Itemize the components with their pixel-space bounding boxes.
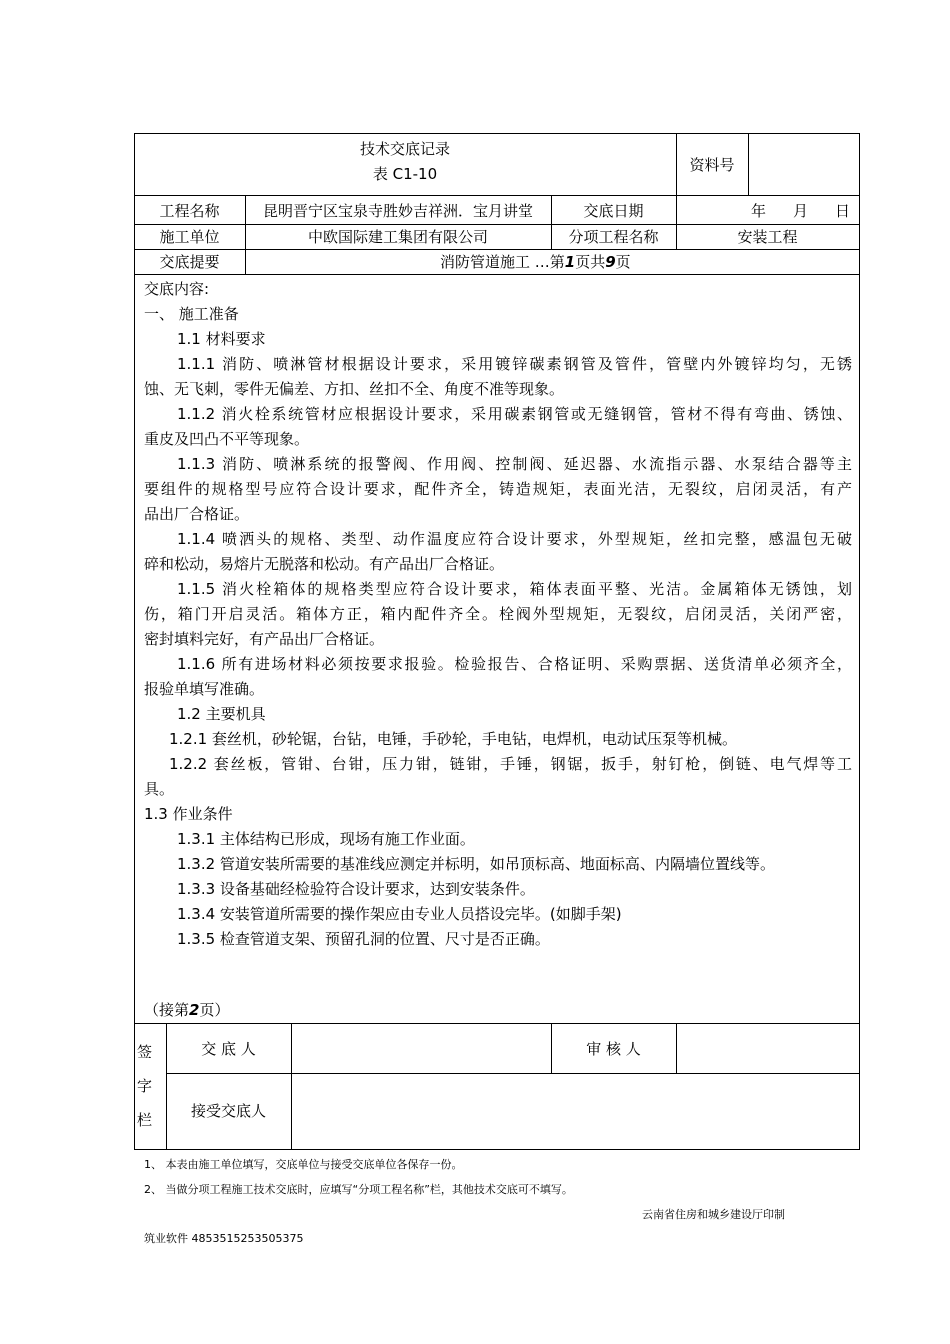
content-line: 蚀、无飞刺，零件无偏差、方扣、丝扣不全、角度不准等现象。 bbox=[144, 380, 565, 398]
content-line: 要组件的规格型号应符合设计要求，配件齐全，铸造规矩，表面光洁，无裂纹，启闭灵活，有产 bbox=[144, 480, 852, 498]
sub-project-label: 分项工程名称 bbox=[568, 228, 659, 246]
receiver-signature-field[interactable] bbox=[292, 1074, 858, 1149]
content-line: 1.3.5 检查管道支架、预留孔洞的位置、尺寸是否正确。 bbox=[177, 930, 550, 948]
sign-column-label-1: 签 bbox=[137, 1043, 153, 1061]
content-line: 伤，箱门开启灵活。箱体方正，箱内配件齐全。栓阀外型规矩，无裂纹，启闭灵活，关闭严密， bbox=[144, 605, 852, 623]
reviewer-label: 审 核 人 bbox=[586, 1040, 641, 1058]
content-line: 1.3.2 管道安装所需要的基准线应测定并标明，如吊顶标高、地面标高、内隔墙位置线等。 bbox=[177, 855, 775, 873]
content-line: 1.2.2 套丝板，管钳、台钳，压力钳，链钳，手锤，钢锯，扳手，射钉枪，倒链、电气焊等工 bbox=[169, 755, 852, 773]
software-id: 筑业软件 4853515253505375 bbox=[144, 1232, 304, 1245]
content-line: 1.1.1 消防、喷淋管材根据设计要求，采用镀锌碳素钢管及管件，管壁内外镀锌均匀，无锈 bbox=[177, 355, 852, 373]
continue-note: （接第2页） bbox=[144, 1001, 230, 1019]
content-heading: 交底内容: bbox=[144, 280, 210, 298]
footnote-2: 2、 当做分项工程施工技术交底时，应填写“分项工程名称”栏，其他技术交底可不填写。 bbox=[144, 1183, 573, 1196]
summary-label: 交底提要 bbox=[159, 253, 220, 271]
date-month-label: 月 bbox=[793, 202, 809, 220]
summary-text: 消防管道施工 …第1页共9页 bbox=[440, 253, 631, 271]
printer-credit: 云南省住房和城乡建设厅印制 bbox=[642, 1208, 785, 1221]
date-day-label: 日 bbox=[835, 202, 851, 220]
date-label: 交底日期 bbox=[583, 202, 644, 220]
content-line: 品出厂合格证。 bbox=[144, 505, 250, 523]
content-line: 具。 bbox=[144, 780, 175, 798]
subsection-heading: 1.2 主要机具 bbox=[177, 705, 266, 723]
content-line: 1.3.3 设备基础经检验符合设计要求，达到安装条件。 bbox=[177, 880, 535, 898]
content-line: 1.1.4 喷洒头的规格、类型、动作温度应符合设计要求，外型规矩，丝扣完整，感温包无破 bbox=[177, 530, 852, 548]
presenter-label: 交 底 人 bbox=[201, 1040, 256, 1058]
doc-no-label: 资料号 bbox=[689, 156, 735, 174]
content-line: 1.3.1 主体结构已形成，现场有施工作业面。 bbox=[177, 830, 475, 848]
subsection-heading: 1.3 作业条件 bbox=[144, 805, 233, 823]
footnote-1: 1、 本表由施工单位填写，交底单位与接受交底单位各保存一份。 bbox=[144, 1158, 463, 1171]
content-line: 1.2.1 套丝机，砂轮锯，台钻，电锤，手砂轮，手电钻，电焊机，电动试压泵等机械。 bbox=[169, 730, 737, 748]
content-line: 1.1.2 消火栓系统管材应根据设计要求，采用碳素钢管或无缝钢管，管材不得有弯曲、锈蚀、 bbox=[177, 405, 852, 423]
reviewer-signature-field[interactable] bbox=[677, 1024, 858, 1073]
project-name-label: 工程名称 bbox=[159, 202, 220, 220]
content-line: 密封填料完好，有产品出厂合格证。 bbox=[144, 630, 385, 648]
form-number: 表 C1-10 bbox=[372, 165, 438, 183]
content-line: 报验单填写准确。 bbox=[144, 680, 265, 698]
content-line: 碎和松动，易熔片无脱落和松动。有产品出厂合格证。 bbox=[144, 555, 505, 573]
content-line: 1.1.5 消火栓箱体的规格类型应符合设计要求，箱体表面平整、光洁。金属箱体无锈蚀，划 bbox=[177, 580, 852, 598]
sub-project-value: 安装工程 bbox=[737, 228, 798, 246]
subsection-heading: 1.1 材料要求 bbox=[177, 330, 266, 348]
construction-unit-label: 施工单位 bbox=[159, 228, 220, 246]
receiver-label: 接受交底人 bbox=[190, 1102, 266, 1120]
content-line: 1.1.3 消防、喷淋系统的报警阀、作用阀、控制阀、延迟器、水流指示器、水泵结合器等主 bbox=[177, 455, 852, 473]
construction-unit-value: 中欧国际建工集团有限公司 bbox=[307, 228, 488, 246]
form-title: 技术交底记录 bbox=[359, 140, 450, 158]
date-year-label: 年 bbox=[751, 202, 767, 220]
project-name-value: 昆明晋宁区宝泉寺胜妙吉祥洲．宝月讲堂 bbox=[262, 202, 533, 220]
section-heading: 一、 施工准备 bbox=[144, 305, 239, 323]
sign-column-label-3: 栏 bbox=[137, 1111, 153, 1129]
presenter-signature-field[interactable] bbox=[292, 1024, 550, 1073]
content-line: 重皮及凹凸不平等现象。 bbox=[144, 430, 310, 448]
sign-column-label-2: 字 bbox=[137, 1077, 153, 1095]
content-line: 1.3.4 安装管道所需要的操作架应由专业人员搭设完毕。(如脚手架) bbox=[177, 905, 622, 923]
content-line: 1.1.6 所有进场材料必须按要求报验。检验报告、合格证明、采购票据、送货清单必须齐全， bbox=[177, 655, 852, 673]
